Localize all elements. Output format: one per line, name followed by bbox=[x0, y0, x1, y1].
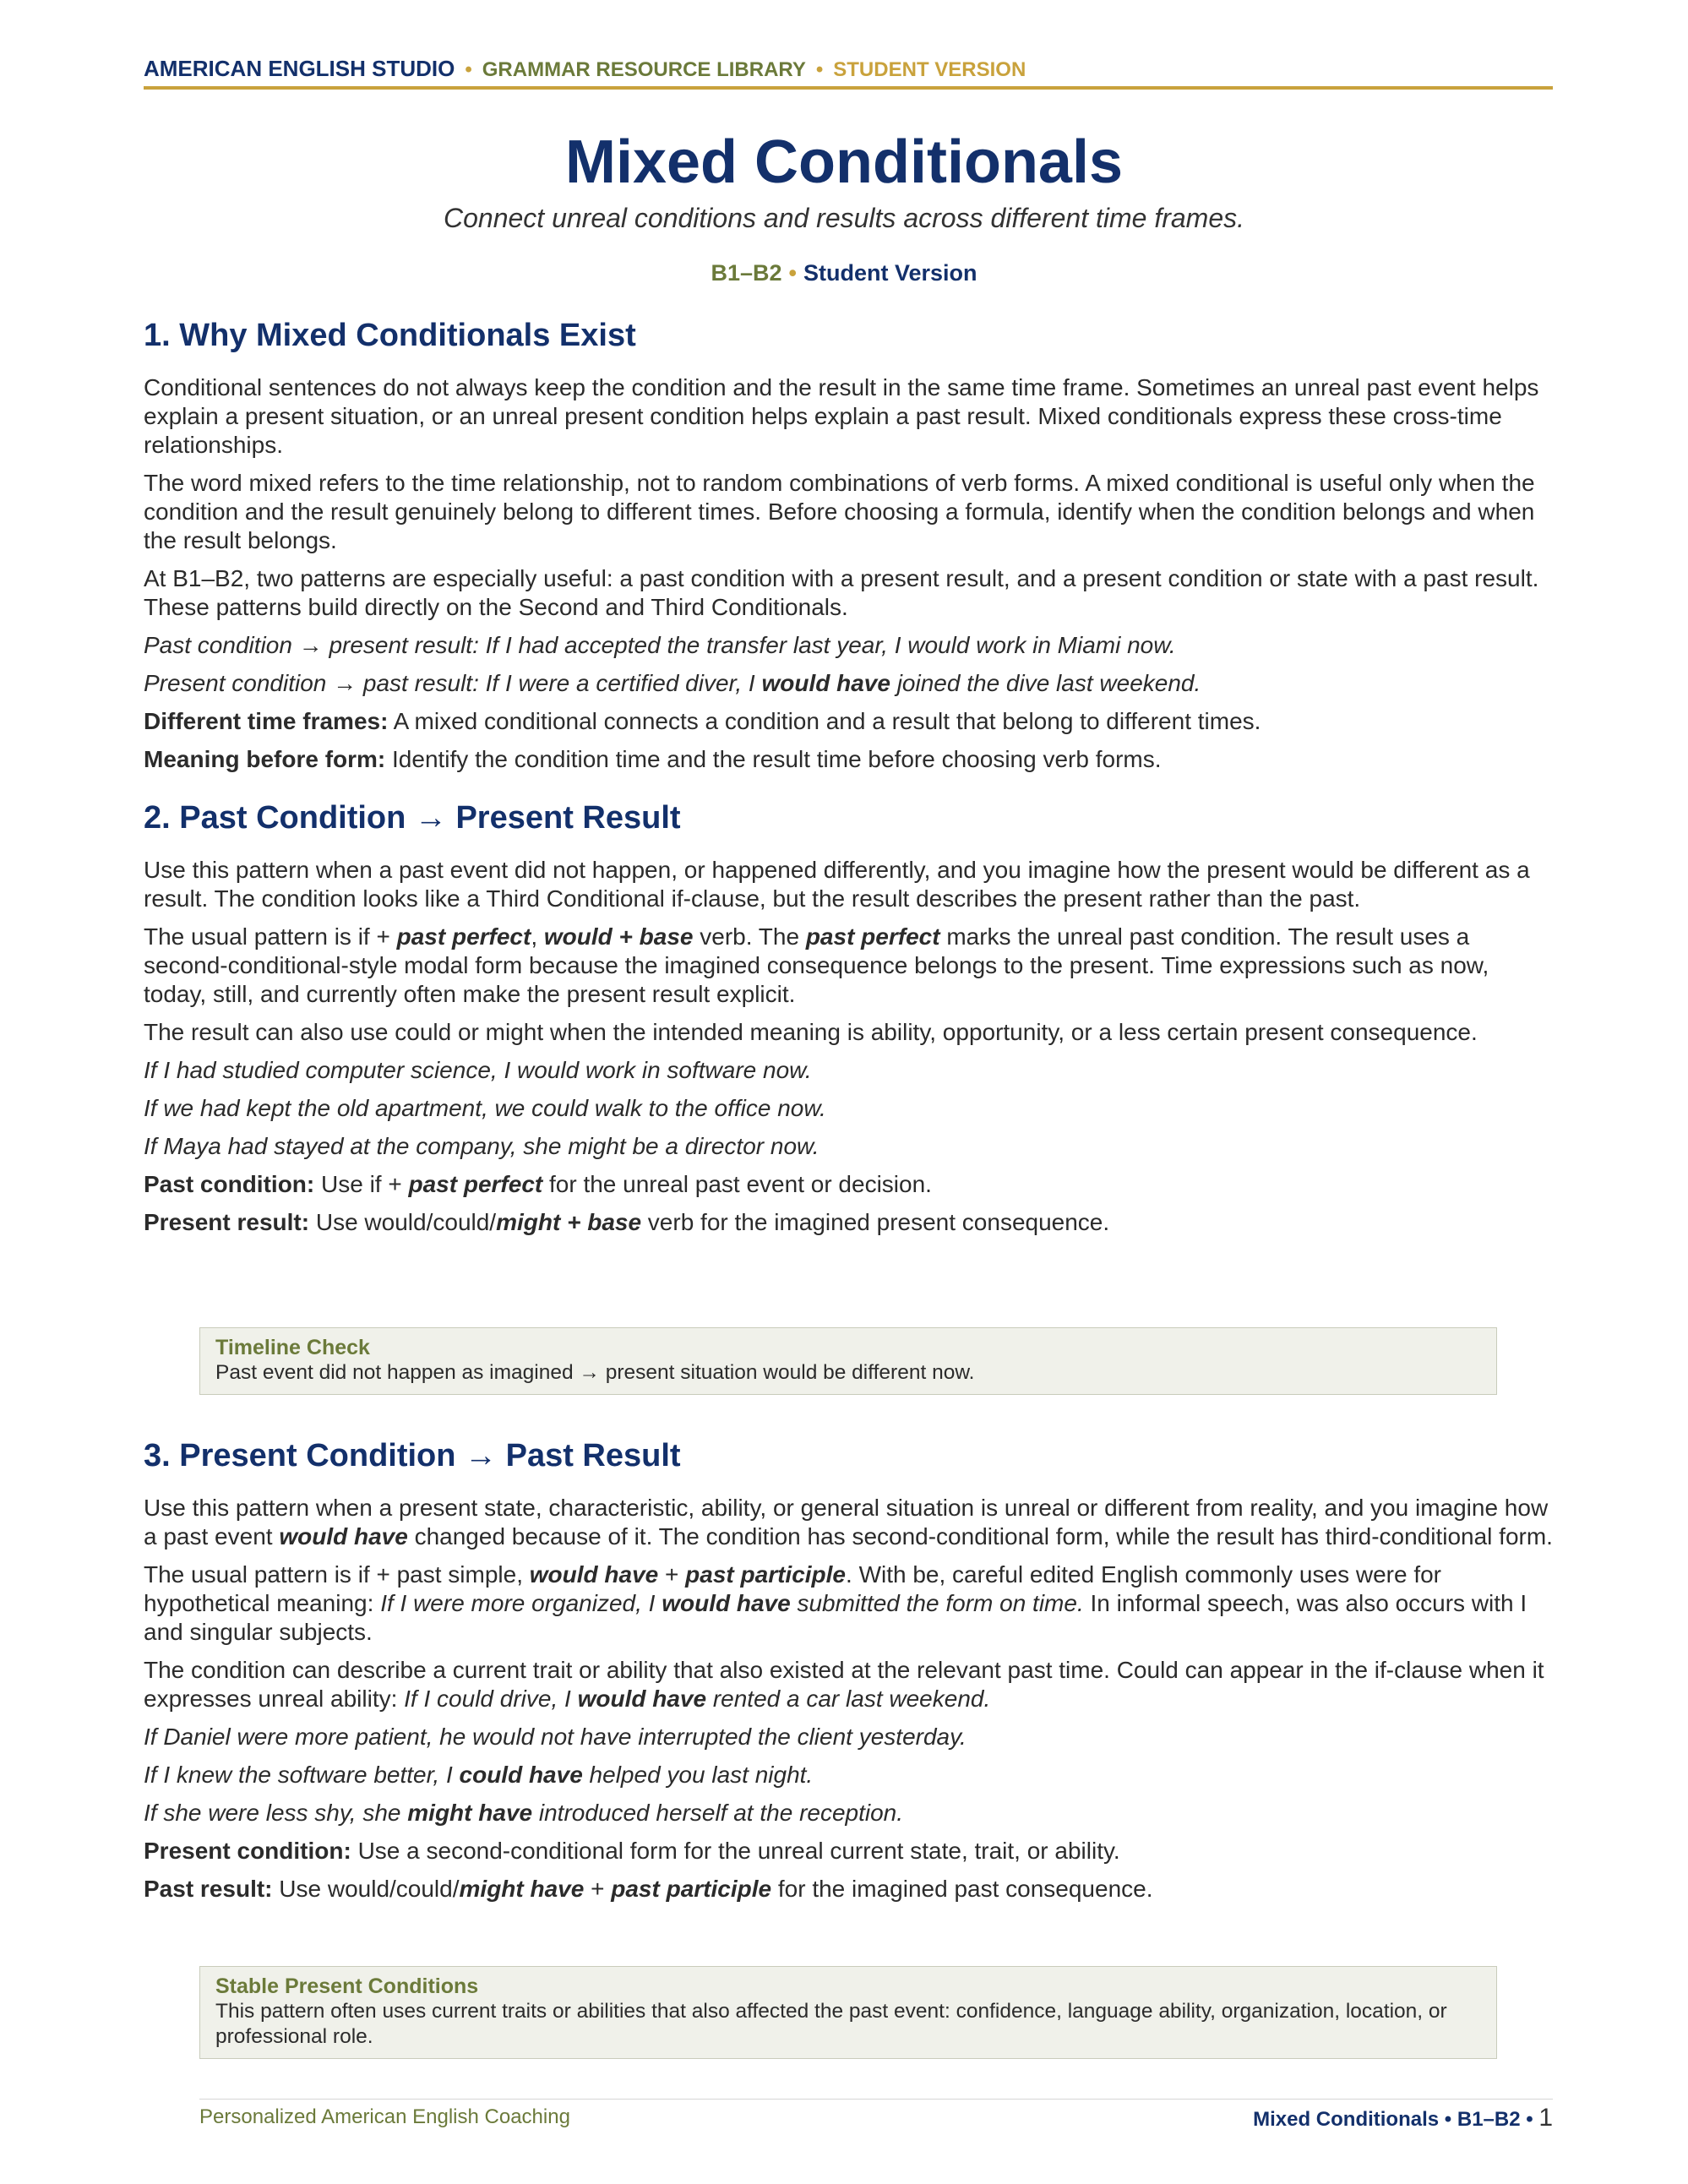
example-sentence bbox=[144, 631, 1553, 660]
level-version: Student Version bbox=[803, 260, 977, 286]
section-1 bbox=[144, 316, 1553, 774]
term-emphasis: past perfect bbox=[408, 1171, 543, 1197]
footer-running-title: Mixed Conditionals • B1–B2 • bbox=[1253, 2108, 1533, 2131]
example-sentence bbox=[144, 1761, 1553, 1789]
term-emphasis: would have bbox=[279, 1523, 408, 1549]
term-emphasis: would have bbox=[529, 1561, 659, 1588]
example-sentence bbox=[144, 1056, 1553, 1085]
paragraph: Use this pattern when a past event did not happen, or happened differently, and you imagine how the present would be different as a result. The condition looks like a Third Conditional if-clause, but the result describes the present rather than the past. bbox=[144, 857, 1530, 912]
section-heading: 3. Present Condition → Past Result bbox=[144, 1438, 681, 1473]
inline-example: rented a car last weekend. bbox=[706, 1686, 991, 1712]
key-point-text: Use a second-conditional form for the unreal current state, trait, or ability. bbox=[351, 1838, 1120, 1864]
term-emphasis: might have bbox=[459, 1876, 585, 1902]
key-point-label: Present condition: bbox=[144, 1838, 351, 1864]
text-run: In informal speech, was also occurs with I and singular subjects. bbox=[144, 1590, 1527, 1645]
text-run: marks the unreal past condition. The result uses a second-conditional-style modal form because the imagined consequence belongs to the present. Time expressions such as now, today, still, and currently often make the present result explicit. bbox=[144, 923, 1489, 1007]
callout-title: Timeline Check bbox=[215, 1336, 370, 1359]
page-subtitle: Connect unreal conditions and results across different time frames. bbox=[443, 203, 1244, 233]
header-brand: AMERICAN ENGLISH STUDIO bbox=[144, 56, 455, 81]
text-run: Use this pattern when a present state, characteristic, ability, or general situation is unreal or different from reality, and you imagine how a past event bbox=[144, 1495, 1549, 1549]
key-point-text: verb for the imagined present consequence. bbox=[641, 1209, 1110, 1235]
text-run: . With be, careful edited English commonly uses were for hypothetical meaning: bbox=[144, 1561, 1441, 1616]
example-sentence bbox=[144, 1723, 1553, 1751]
key-point-text: for the unreal past event or decision. bbox=[542, 1171, 932, 1197]
level-line bbox=[0, 260, 1688, 286]
example-text: introduced herself at the reception. bbox=[532, 1800, 904, 1826]
key-point-text: + bbox=[584, 1876, 612, 1902]
paragraph bbox=[144, 1560, 1553, 1647]
key-point-label: Past result: bbox=[144, 1876, 273, 1902]
text-run: The usual pattern is if + bbox=[144, 923, 397, 950]
key-point-label: Different time frames: bbox=[144, 708, 389, 734]
example-text: If she were less shy, she bbox=[144, 1800, 408, 1826]
paragraph: The word mixed refers to the time relationship, not to random combinations of verb forms. A mixed conditional is useful only when the condition and the result genuinely belong to different times. Before choosing a formula, identify when the condition belongs and when the result belongs. bbox=[144, 470, 1535, 553]
section-2 bbox=[144, 798, 1553, 1237]
text-run: , bbox=[531, 923, 544, 950]
term-emphasis: past participle bbox=[685, 1561, 847, 1588]
callout-title: Stable Present Conditions bbox=[215, 1974, 479, 1998]
header-version: STUDENT VERSION bbox=[833, 58, 1026, 81]
example-sentence bbox=[144, 1132, 1553, 1161]
page-title: Mixed Conditionals bbox=[564, 128, 1124, 196]
section-heading: 2. Past Condition → Present Result bbox=[144, 800, 681, 836]
term-emphasis: would + base bbox=[543, 923, 694, 950]
inline-example: submitted the form on time. bbox=[790, 1590, 1084, 1616]
key-point bbox=[144, 1208, 1553, 1237]
term-emphasis: past perfect bbox=[805, 923, 940, 950]
inline-example: If I were more organized, I bbox=[380, 1590, 662, 1616]
example-sentence bbox=[144, 669, 1553, 698]
paragraph: Conditional sentences do not always keep the condition and the result in the same time frame. Sometimes an unreal past event helps explain a present situation, or an unreal present condition helps explain a past result. Mixed conditionals express these cross-time relationships. bbox=[144, 374, 1539, 458]
text-run: The condition can describe a current trait or ability that also existed at the relevant past time. Could can appear in the if-clause when it expresses unreal ability: bbox=[144, 1657, 1544, 1712]
key-point-label: Present result: bbox=[144, 1209, 310, 1235]
text-run: changed because of it. The condition has second-conditional form, while the result has third-conditional form. bbox=[407, 1523, 1553, 1549]
paragraph bbox=[144, 923, 1553, 1009]
term-emphasis: might + base bbox=[496, 1209, 642, 1235]
example-text: If Maya had stayed at the company, she might be a director now. bbox=[144, 1133, 819, 1159]
key-point bbox=[144, 1837, 1553, 1865]
key-point bbox=[144, 707, 1553, 736]
text-run: The usual pattern is if + past simple, bbox=[144, 1561, 530, 1588]
example-text: Past condition → present result: If I had accepted the transfer last year, I would work in Miami now. bbox=[144, 632, 1176, 658]
text-run: + bbox=[658, 1561, 686, 1588]
inline-example: If I could drive, I bbox=[404, 1686, 578, 1712]
section-3 bbox=[144, 1436, 1553, 1904]
term-emphasis: would have bbox=[662, 1590, 791, 1616]
timeline-check-callout bbox=[199, 1327, 1497, 1395]
footer-right bbox=[1253, 2104, 1553, 2132]
example-text: If I knew the software better, I bbox=[144, 1762, 460, 1788]
key-point-text: Use would/could/ bbox=[272, 1876, 460, 1902]
footer-left-text: Personalized American English Coaching bbox=[199, 2105, 570, 2128]
term-emphasis: would have bbox=[577, 1686, 707, 1712]
example-sentence bbox=[144, 1094, 1553, 1123]
key-point-text: A mixed conditional connects a condition and a result that belong to different times. bbox=[388, 708, 1261, 734]
key-point-text: for the imagined past consequence. bbox=[771, 1876, 1153, 1902]
paragraph bbox=[144, 1656, 1553, 1713]
key-point bbox=[144, 1170, 1553, 1199]
term-emphasis: past perfect bbox=[396, 923, 531, 950]
example-text: If I had studied computer science, I would work in software now. bbox=[144, 1057, 812, 1083]
example-text: If we had kept the old apartment, we could walk to the office now. bbox=[144, 1095, 826, 1121]
example-emphasis: would have bbox=[761, 670, 890, 696]
running-header bbox=[144, 56, 1553, 90]
key-point bbox=[144, 745, 1553, 774]
level-separator: • bbox=[788, 260, 797, 286]
key-point-text: Use would/could/ bbox=[309, 1209, 497, 1235]
header-separator: • bbox=[815, 58, 824, 81]
key-point-label: Past condition: bbox=[144, 1171, 315, 1197]
callout-body: This pattern often uses current traits or abilities that also affected the past event: confidence, language ability, organization, location, or professional role. bbox=[215, 2000, 1447, 2048]
stable-present-conditions-callout bbox=[199, 1966, 1497, 2059]
text-run: verb. The bbox=[693, 923, 806, 950]
section-heading: 1. Why Mixed Conditionals Exist bbox=[144, 318, 636, 353]
paragraph bbox=[144, 1494, 1553, 1551]
key-point-label: Meaning before form: bbox=[144, 746, 386, 772]
example-sentence bbox=[144, 1799, 1553, 1827]
example-text: If Daniel were more patient, he would not have interrupted the client yesterday. bbox=[144, 1724, 967, 1750]
example-emphasis: could have bbox=[459, 1762, 583, 1788]
header-separator: • bbox=[465, 58, 472, 81]
page-number: 1 bbox=[1538, 2104, 1553, 2132]
example-emphasis: might have bbox=[407, 1800, 533, 1826]
term-emphasis: past participle bbox=[611, 1876, 772, 1902]
footer-divider bbox=[199, 2099, 1553, 2100]
paragraph: The result can also use could or might when the intended meaning is ability, opportunity, or a less certain present consequence. bbox=[144, 1019, 1478, 1045]
key-point-text: Use if + bbox=[314, 1171, 409, 1197]
key-point bbox=[144, 1875, 1553, 1904]
example-text: Present condition → past result: If I were a certified diver, I bbox=[144, 670, 762, 696]
callout-body: Past event did not happen as imagined → present situation would be different now. bbox=[215, 1361, 975, 1384]
level-range: B1–B2 bbox=[711, 260, 782, 286]
example-text: helped you last night. bbox=[582, 1762, 814, 1788]
key-point-text: Identify the condition time and the result time before choosing verb forms. bbox=[385, 746, 1162, 772]
example-text: joined the dive last weekend. bbox=[890, 670, 1201, 696]
paragraph: At B1–B2, two patterns are especially useful: a past condition with a present result, and a present condition or state with a past result. These patterns build directly on the Second and Third Conditionals. bbox=[144, 565, 1539, 620]
header-library: GRAMMAR RESOURCE LIBRARY bbox=[482, 58, 806, 81]
